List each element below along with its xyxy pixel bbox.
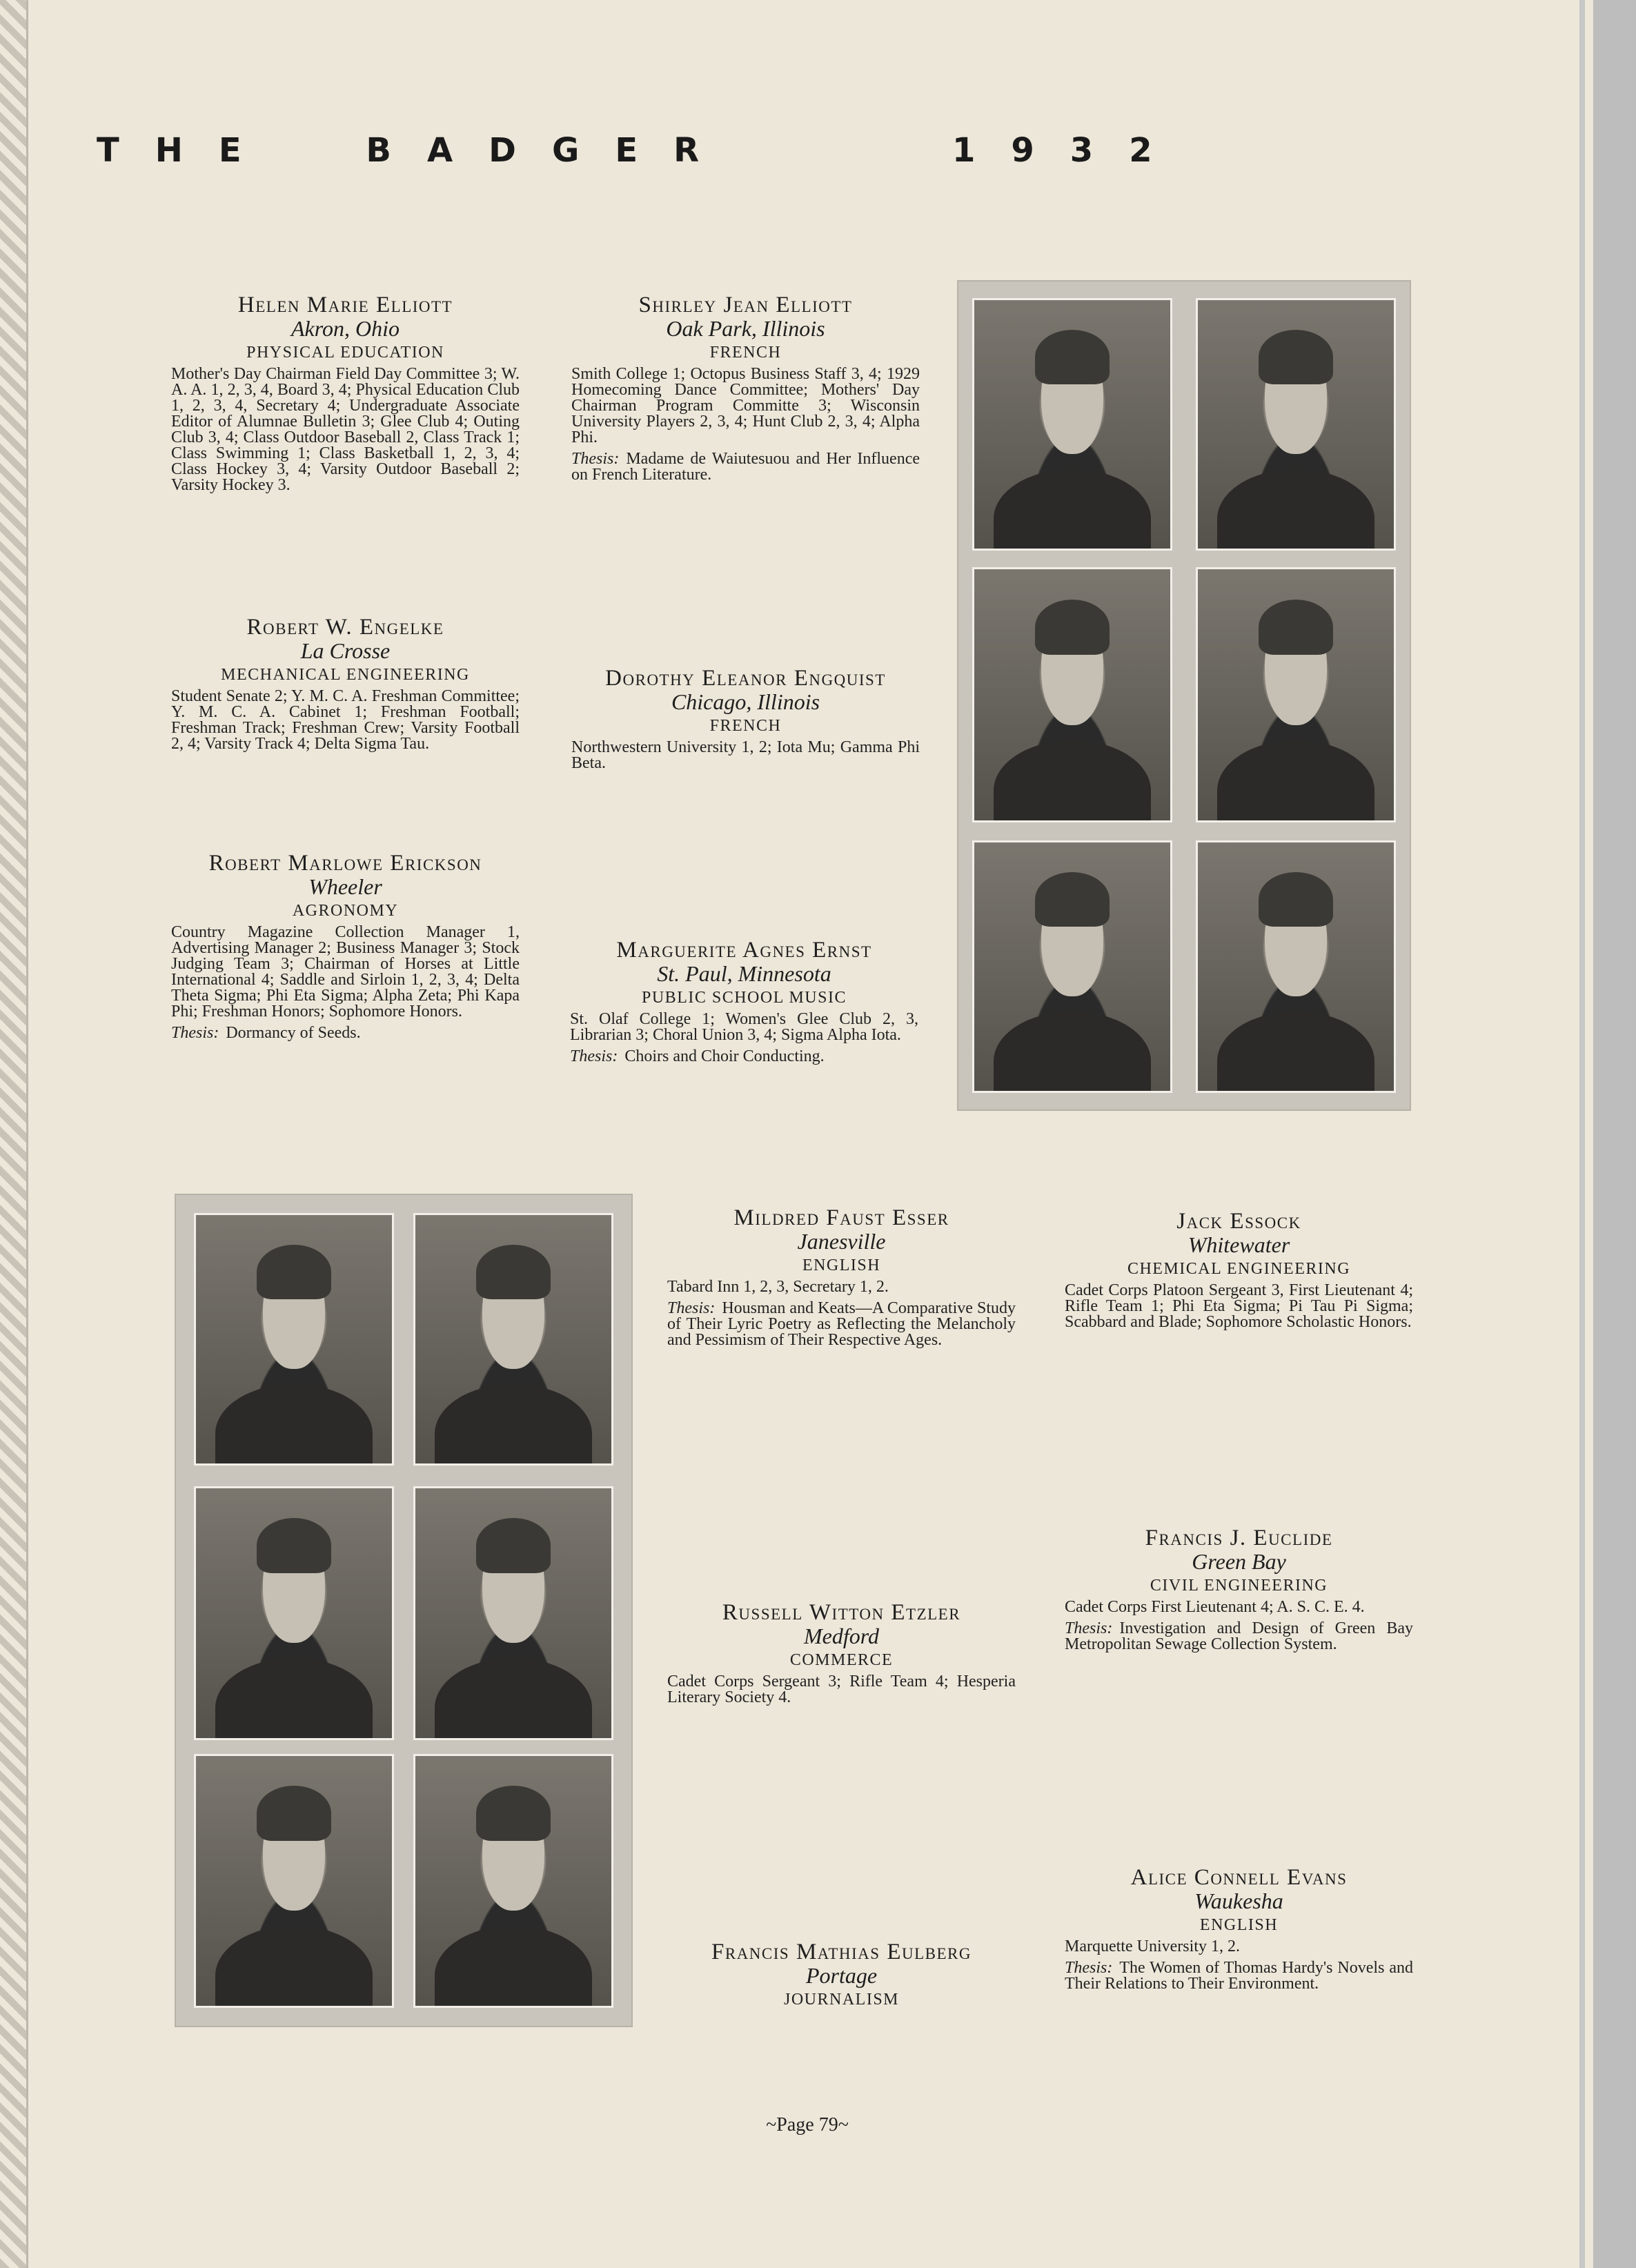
student-thesis — [1065, 1960, 1413, 1992]
student-hometown: Medford — [803, 1624, 879, 1648]
portrait-photo — [1196, 567, 1396, 822]
student-major: FRENCH — [709, 344, 782, 362]
student-thesis — [171, 1025, 520, 1041]
student-name: Francis J. Euclide — [1145, 1526, 1333, 1550]
student-entry — [171, 851, 520, 1041]
thesis-label: Thesis: — [1065, 1959, 1113, 1977]
student-activities: Smith College 1; Octopus Business Staff 3, 4; 1929 Homecoming Dance Committee; Mothers' Day Chairman Program Committe 3; Wisconsin University Players 2, 3, 4; Hunt Club 2, 3, 4; Alpha Phi. — [571, 365, 920, 446]
student-entry — [171, 615, 520, 752]
portrait-photo — [972, 298, 1172, 551]
decorative-left-border — [0, 0, 28, 2268]
student-thesis — [571, 451, 920, 483]
student-name: Mildred Faust Esser — [733, 1205, 949, 1230]
student-major: PHYSICAL EDUCATION — [246, 344, 444, 362]
student-activities: Northwestern University 1, 2; Iota Mu; Gamma Phi Beta. — [571, 738, 920, 772]
thesis-label: Thesis: — [570, 1047, 618, 1065]
thesis-title: Dormancy of Seeds. — [226, 1024, 361, 1042]
header-title: THE BADGER — [97, 131, 736, 170]
student-name: Dorothy Eleanor Engquist — [605, 666, 886, 691]
student-hometown: Janesville — [797, 1229, 886, 1254]
header-year: 1932 — [952, 131, 1188, 170]
student-major: COMMERCE — [789, 1651, 894, 1669]
student-thesis — [570, 1049, 918, 1065]
student-activities: Country Magazine Collection Manager 1, Advertising Manager 2; Business Manager 3; Stock Judging Team 3; Chairman of Horses at Little International 4; Saddle and Sirloin 1, 2, 3, 4; Delta Theta Sigma; Phi Eta Sigma; Alpha Zeta; Phi Kapa Phi; Freshman Honors; Sophomore Honors. — [171, 923, 520, 1020]
student-activities: Cadet Corps First Lieutenant 4; A. S. C. E. 4. — [1065, 1598, 1365, 1616]
student-major: AGRONOMY — [292, 902, 399, 920]
thesis-label: Thesis: — [571, 450, 620, 468]
portrait-photo — [413, 1754, 613, 2008]
student-name: Russell Witton Etzler — [722, 1600, 961, 1625]
student-entry — [1065, 1210, 1413, 1330]
student-entry — [667, 1940, 1016, 2013]
student-activities: Marquette University 1, 2. — [1065, 1937, 1240, 1955]
student-major: PUBLIC SCHOOL MUSIC — [642, 989, 847, 1007]
student-major: MECHANICAL ENGINEERING — [221, 666, 470, 684]
portrait-photo — [194, 1754, 394, 2008]
student-hometown: La Crosse — [300, 638, 391, 663]
student-name: Shirley Jean Elliott — [638, 293, 853, 317]
student-hometown: Waukesha — [1194, 1889, 1283, 1913]
student-activities: Cadet Corps Sergeant 3; Rifle Team 4; Hesperia Literary Society 4. — [667, 1673, 1016, 1706]
thesis-title: Investigation and Design of Green Bay Metropolitan Sewage Collection System. — [1065, 1619, 1413, 1653]
student-major: JOURNALISM — [783, 1991, 899, 2009]
student-hometown: Wheeler — [308, 874, 382, 899]
student-activities: Mother's Day Chairman Field Day Committee 3; W. A. A. 1, 2, 3, 4, Board 3, 4; Physical Education Club 1, 2, 3, 4, Secretary 4; Undergraduate Associate Editor of Alumnae Bulletin 3; Glee Club 4; Outing Club 3, 4; Class Outdoor Baseball 2, Class Track 1; Class Swimming 1; Class Basketball 1, 2, 3, 4; Class Hockey 3, 4; Varsity Outdoor Baseball 2; Varsity Hockey 3. — [171, 365, 520, 494]
portrait-photo — [972, 567, 1172, 822]
student-hometown: Whitewater — [1187, 1232, 1290, 1257]
portrait-photo — [413, 1486, 613, 1740]
student-entry — [1065, 1526, 1413, 1653]
thesis-label: Thesis: — [667, 1299, 716, 1317]
student-activities: Tabard Inn 1, 2, 3, Secretary 1, 2. — [667, 1278, 889, 1296]
thesis-label: Thesis: — [1065, 1619, 1113, 1637]
student-major: ENGLISH — [802, 1256, 881, 1274]
student-activities: Cadet Corps Platoon Sergeant 3, First Lieutenant 4; Rifle Team 1; Phi Eta Sigma; Pi Tau Pi Sigma; Scabbard and Blade; Sophomore Scholastic Honors. — [1065, 1281, 1413, 1331]
student-name: Robert Marlowe Erickson — [208, 851, 482, 876]
photo-panel-top — [957, 280, 1411, 1111]
thesis-title: Choirs and Choir Conducting. — [624, 1047, 825, 1065]
student-hometown: Chicago, Illinois — [671, 689, 820, 714]
portrait-photo — [972, 840, 1172, 1093]
student-hometown: Green Bay — [1192, 1549, 1286, 1574]
student-name: Helen Marie Elliott — [237, 293, 453, 317]
student-name: Jack Essock — [1176, 1209, 1301, 1234]
student-name: Alice Connell Evans — [1130, 1865, 1348, 1890]
student-entry — [570, 938, 918, 1065]
portrait-photo — [413, 1213, 613, 1466]
portrait-photo — [194, 1486, 394, 1740]
portrait-photo — [1196, 840, 1396, 1093]
thesis-title: The Women of Thomas Hardy's Novels and Their Relations to Their Environment. — [1065, 1959, 1413, 1993]
photo-panel-bottom — [175, 1194, 633, 2027]
student-entry — [1065, 1866, 1413, 1992]
decorative-right-border — [1575, 0, 1636, 2268]
student-name: Francis Mathias Eulberg — [711, 1940, 972, 1964]
student-major: FRENCH — [709, 717, 782, 735]
student-hometown: Akron, Ohio — [290, 316, 400, 341]
page-header — [97, 131, 1201, 179]
student-entry — [667, 1206, 1016, 1348]
thesis-title: Madame de Waiutesuou and Her Influence on French Literature. — [571, 450, 920, 484]
student-thesis — [667, 1301, 1016, 1348]
student-activities: St. Olaf College 1; Women's Glee Club 2, 3, Librarian 3; Choral Union 3, 4; Sigma Alpha Iota. — [570, 1010, 918, 1044]
student-name: Marguerite Agnes Ernst — [616, 938, 872, 963]
student-entry — [171, 293, 520, 493]
student-hometown: Oak Park, Illinois — [666, 316, 825, 341]
thesis-label: Thesis: — [171, 1024, 219, 1042]
portrait-photo — [1196, 298, 1396, 551]
student-hometown: Portage — [805, 1963, 878, 1988]
student-major: ENGLISH — [1199, 1916, 1279, 1934]
student-hometown: St. Paul, Minnesota — [657, 961, 831, 986]
student-entry — [571, 667, 920, 771]
thesis-title: Housman and Keats—A Comparative Study of Their Lyric Poetry as Reflecting the Melancholy and Pessimism of Their Respective Ages. — [667, 1299, 1016, 1349]
portrait-photo — [194, 1213, 394, 1466]
student-major: CHEMICAL ENGINEERING — [1127, 1260, 1351, 1278]
page-number: ~Page 79~ — [766, 2114, 849, 2136]
student-name: Robert W. Engelke — [246, 615, 444, 640]
student-entry — [571, 293, 920, 483]
student-activities: Student Senate 2; Y. M. C. A. Freshman Committee; Y. M. C. A. Cabinet 1; Freshman Football; Freshman Track; Freshman Crew; Varsity Football 2, 4; Varsity Track 4; Delta Sigma Tau. — [171, 687, 520, 753]
student-entry — [667, 1601, 1016, 1706]
student-major: CIVIL ENGINEERING — [1150, 1577, 1328, 1595]
student-thesis — [1065, 1621, 1413, 1653]
